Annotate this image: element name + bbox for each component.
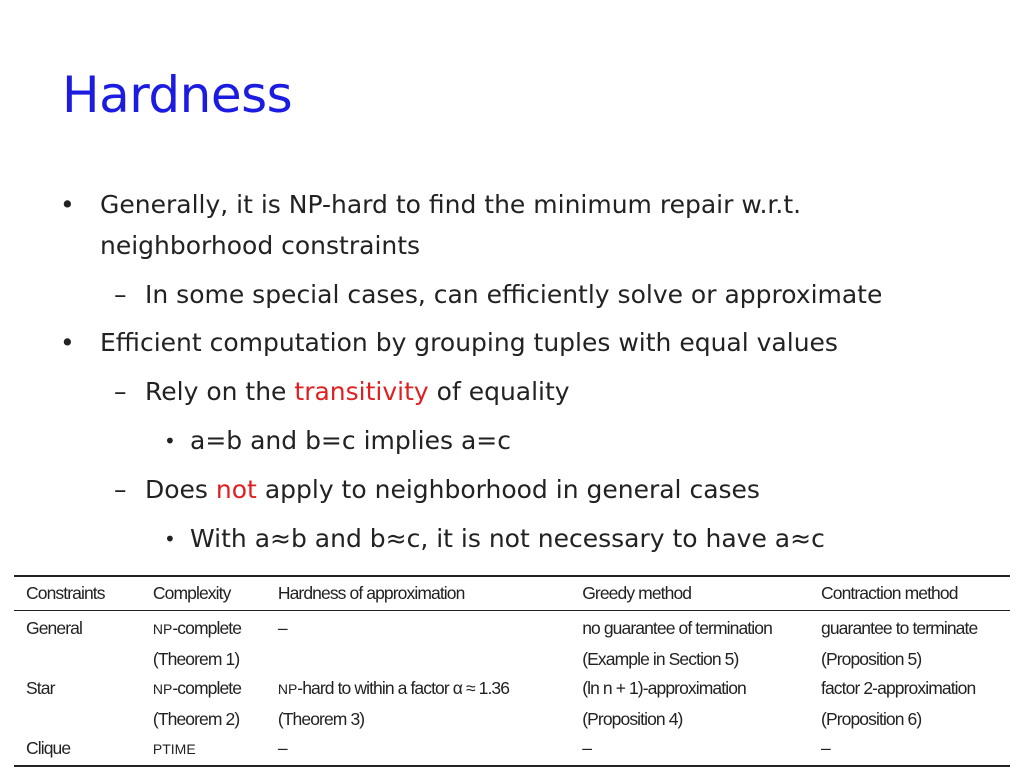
cell [153,734,278,766]
cell [278,674,582,705]
bullet-np-hard-line2: neighborhood constraints [100,231,421,260]
sub-bullet-neighborhood [145,475,760,505]
cell: (Theorem 2) [152,708,240,729]
small-bullet-marker: • [164,527,176,551]
header-greedy: Greedy method [582,583,692,603]
cell: guarantee to terminate [821,618,978,638]
table-header-row [14,576,1010,611]
bullet-efficient-computation: Efficient computation by grouping tuples with equal values [100,328,838,357]
item-equality-implies: a=b and b=c implies a=c [190,426,511,455]
header-contraction: Contraction method [821,583,958,603]
dash-marker: – [114,377,127,406]
cell: Clique [26,738,71,759]
cell [153,611,278,645]
table-row [14,611,1010,645]
cell: General [26,618,82,638]
dash-marker: – [114,280,127,309]
cell [14,645,153,675]
cell: factor 2-approximation [821,678,976,699]
cell [153,674,278,705]
cell: (Proposition 5) [821,648,922,669]
complexity-table [14,575,1010,767]
header-complexity: Complexity [152,583,231,603]
smallcaps-text: NP [152,621,173,637]
table-row [14,734,1010,766]
transitivity-post: of equality [436,377,570,406]
cell: (ln n + 1)-approximation [582,678,746,699]
cell: (Example in Section 5) [582,648,739,669]
cell: – [277,618,287,638]
dash-marker: – [114,475,127,504]
cell-text: -complete [172,618,242,638]
cell: (Theorem 3) [277,708,365,729]
cell [278,645,582,675]
small-bullet-marker: • [164,429,176,453]
cell: (Theorem 1) [152,648,240,669]
header-constraints: Constraints [26,583,105,603]
cell: – [582,738,592,759]
cell: no guarantee of termination [582,618,772,638]
cell: – [277,738,287,759]
transitivity-highlight: transitivity [294,377,429,406]
cell: (Proposition 4) [582,708,683,729]
smallcaps-text: NP [277,681,298,698]
neighborhood-pre: Does [145,475,208,504]
cell-text: -complete [172,678,242,699]
page-title: Hardness [62,66,293,124]
item-approx-not-transitive: With a≈b and b≈c, it is not necessary to have a≈c [190,524,825,553]
smallcaps-text: NP [152,681,173,698]
transitivity-pre: Rely on the [145,377,287,406]
cell: Star [26,678,55,699]
cell-text: -hard to within a factor α ≈ 1.36 [297,678,510,699]
header-hardness: Hardness of approximation [277,583,465,603]
cell: (Proposition 6) [821,708,922,729]
neighborhood-highlight: not [215,475,257,504]
smallcaps-text: PTIME [152,741,196,758]
sub-bullet-special-cases: In some special cases, can efficiently solve or approximate [145,280,883,309]
cell: – [821,738,830,759]
bullet-np-hard-line1: Generally, it is NP-hard to find the minimum repair w.r.t. [100,190,802,219]
sub-bullet-transitivity [145,377,570,407]
table-row [14,705,1010,735]
bullet-marker: • [60,328,75,357]
table-row [14,674,1010,705]
neighborhood-post: apply to neighborhood in general cases [264,475,760,504]
table-row [14,645,1010,675]
cell [14,705,153,735]
bullet-marker: • [60,190,75,219]
